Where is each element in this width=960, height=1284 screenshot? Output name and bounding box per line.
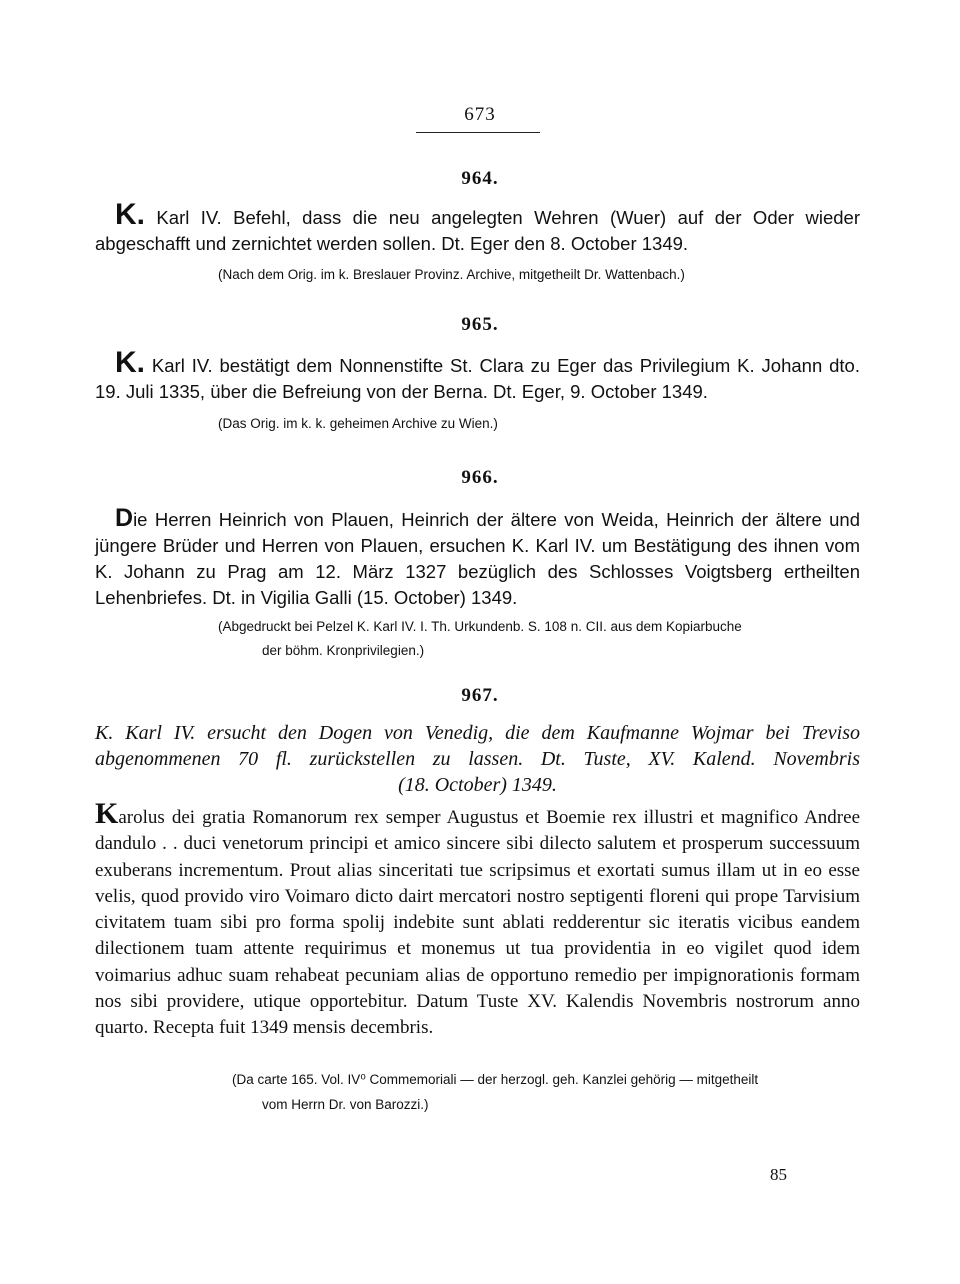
entry-967-body: arolus dei gratia Romanorum rex semper Augustus et Boemie rex illustri et magnifico Andree dandulo . . duci venetorum principi et amico sincere sibi dilecto salutem et prosperum successuum exuberans incrementum. Prout alias sinceritati tue scripsimus et exortati sumus illam ut in eo esse velis, quod provido viro Voimaro dicto dairt mercatori nostro septigenti floreni qui prope Tarvisium civitatem tuam sibi pro forma spolij indebite sunt ablati redderentur sic iteratis vicibus eandem dilectionem tuam attente requirimus et monemus ut tua providentia in eo vigilet quod idem voimarius adhuc suam rehabeat pecuniam alias de opportuno remedio per impignorationis formam nos sibi providere, utique opportebitur. Datum Tuste XV. Kalendis Novembris nostrorum anno quarto. Recepta fuit 1349 mensis decembris. [95, 807, 860, 1039]
entry-967-latin-letter [95, 797, 860, 1042]
entry-966-source-note-line1: (Abgedruckt bei Pelzel K. Karl IV. I. Th. Urkundenb. S. 108 n. CII. aus dem Kopiarbuche [218, 619, 742, 634]
entry-967-summary [95, 720, 860, 798]
entry-964-text [95, 198, 860, 257]
entry-967-source-note-line2: vom Herrn Dr. von Barozzi.) [262, 1097, 429, 1112]
entry-965-initial: K. [115, 346, 145, 379]
entry-number-965: 965. [461, 314, 499, 335]
entry-965-source-note: (Das Orig. im k. k. geheimen Archive zu Wien.) [218, 416, 498, 431]
entry-number-966: 966. [461, 467, 499, 488]
entry-967-initial: K [95, 797, 119, 830]
entry-967-summary-line3: (18. October) 1349. [398, 774, 557, 796]
entry-966-source-note-line2: der böhm. Kronprivilegien.) [262, 643, 425, 658]
signature-mark: 85 [770, 1165, 787, 1184]
entry-964-body: Karl IV. Befehl, dass die neu angelegten Wehren (Wuer) auf der Oder wieder abgeschafft und zernichtet werden sollen. Dt. Eger den 8. October 1349. [95, 207, 860, 254]
entry-966-text [95, 504, 860, 611]
entry-966-body: ie Herren Heinrich von Plauen, Heinrich der ältere von Weida, Heinrich der ältere und jüngere Brüder und Herren von Plauen, ersuchen K. Karl IV. um Bestätigung des ihnen vom K. Johann zu Prag am 12. März 1327 bezüglich des Schlosses Voigtsberg ertheilten Lehenbriefes. Dt. in Vigilia Galli (15. October) 1349. [95, 509, 860, 608]
entry-number-967: 967. [461, 685, 499, 706]
entry-966-initial: D [115, 504, 134, 532]
header-rule [416, 132, 540, 133]
entry-965-text [95, 346, 860, 405]
entry-number-964: 964. [461, 168, 499, 189]
entry-965-body: Karl IV. bestätigt dem Nonnenstifte St. Clara zu Eger das Privilegium K. Johann dto. 19. Juli 1335, über die Befreiung von der Berna. Dt. Eger, 9. October 1349. [95, 355, 860, 402]
entry-967-summary-line2: abgenommenen 70 fl. zurückstellen zu lassen. Dt. Tuste, XV. Kalend. Novembris [95, 748, 860, 770]
page-number: 673 [464, 104, 496, 125]
entry-967-summary-line1: K. Karl IV. ersucht den Dogen von Venedig, die dem Kaufmanne Wojmar bei Treviso [95, 722, 860, 744]
entry-967-source-note-line1: (Da carte 165. Vol. IV⁰ Commemoriali — der herzogl. geh. Kanzlei gehörig — mitgetheilt [232, 1072, 759, 1087]
entry-964-source-note: (Nach dem Orig. im k. Breslauer Provinz. Archive, mitgetheilt Dr. Wattenbach.) [218, 267, 685, 282]
entry-964-initial: K. [115, 198, 145, 231]
